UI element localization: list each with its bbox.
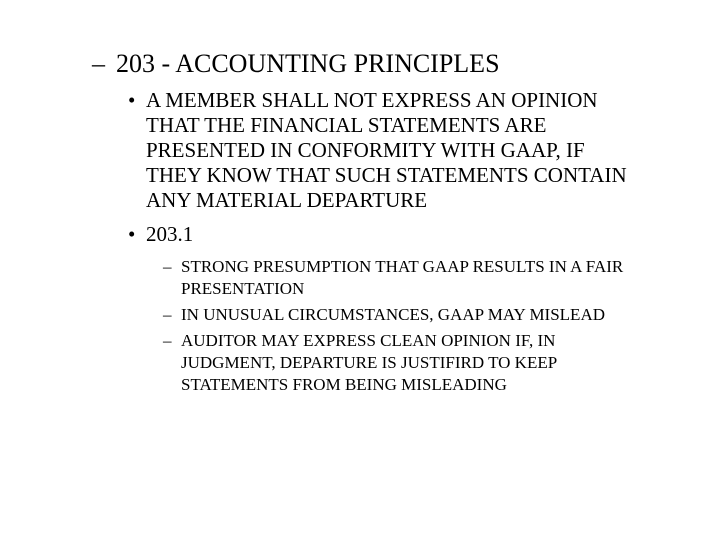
section-heading-text: 203 - ACCOUNTING PRINCIPLES	[116, 49, 500, 78]
bullet-marker: •	[128, 222, 136, 246]
dash-marker: –	[163, 331, 172, 350]
section-heading	[92, 48, 692, 80]
sub-bullet-text: AUDITOR MAY EXPRESS CLEAN OPINION IF, IN JUDGMENT, DEPARTURE IS JUSTIFIRD TO KEEP STATEMENTS FROM BEING MISLEADING	[181, 331, 557, 394]
sub-bullet-text: STRONG PRESUMPTION THAT GAAP RESULTS IN A FAIR PRESENTATION	[181, 257, 624, 298]
sub-bullet-list	[163, 256, 653, 396]
dash-marker: –	[163, 305, 172, 324]
dash-marker: –	[163, 257, 172, 276]
dash-marker: –	[92, 49, 105, 78]
bullet-marker: •	[128, 88, 136, 112]
sub-bullet-text: IN UNUSUAL CIRCUMSTANCES, GAAP MAY MISLEAD	[181, 305, 605, 324]
bullet-text: A MEMBER SHALL NOT EXPRESS AN OPINION THAT THE FINANCIAL STATEMENTS ARE PRESENTED IN CONFORMITY WITH GAAP, IF THEY KNOW THAT SUCH STATEMENTS CONTAIN ANY MATERIAL DEPARTURE	[146, 88, 627, 212]
bullet-text: 203.1	[146, 222, 194, 246]
bullet-list	[128, 88, 628, 400]
bullet-item	[128, 222, 628, 247]
sub-bullet-item	[163, 330, 653, 396]
sub-bullet-item	[163, 256, 653, 300]
sub-bullet-item	[163, 304, 653, 326]
bullet-item	[128, 88, 628, 213]
